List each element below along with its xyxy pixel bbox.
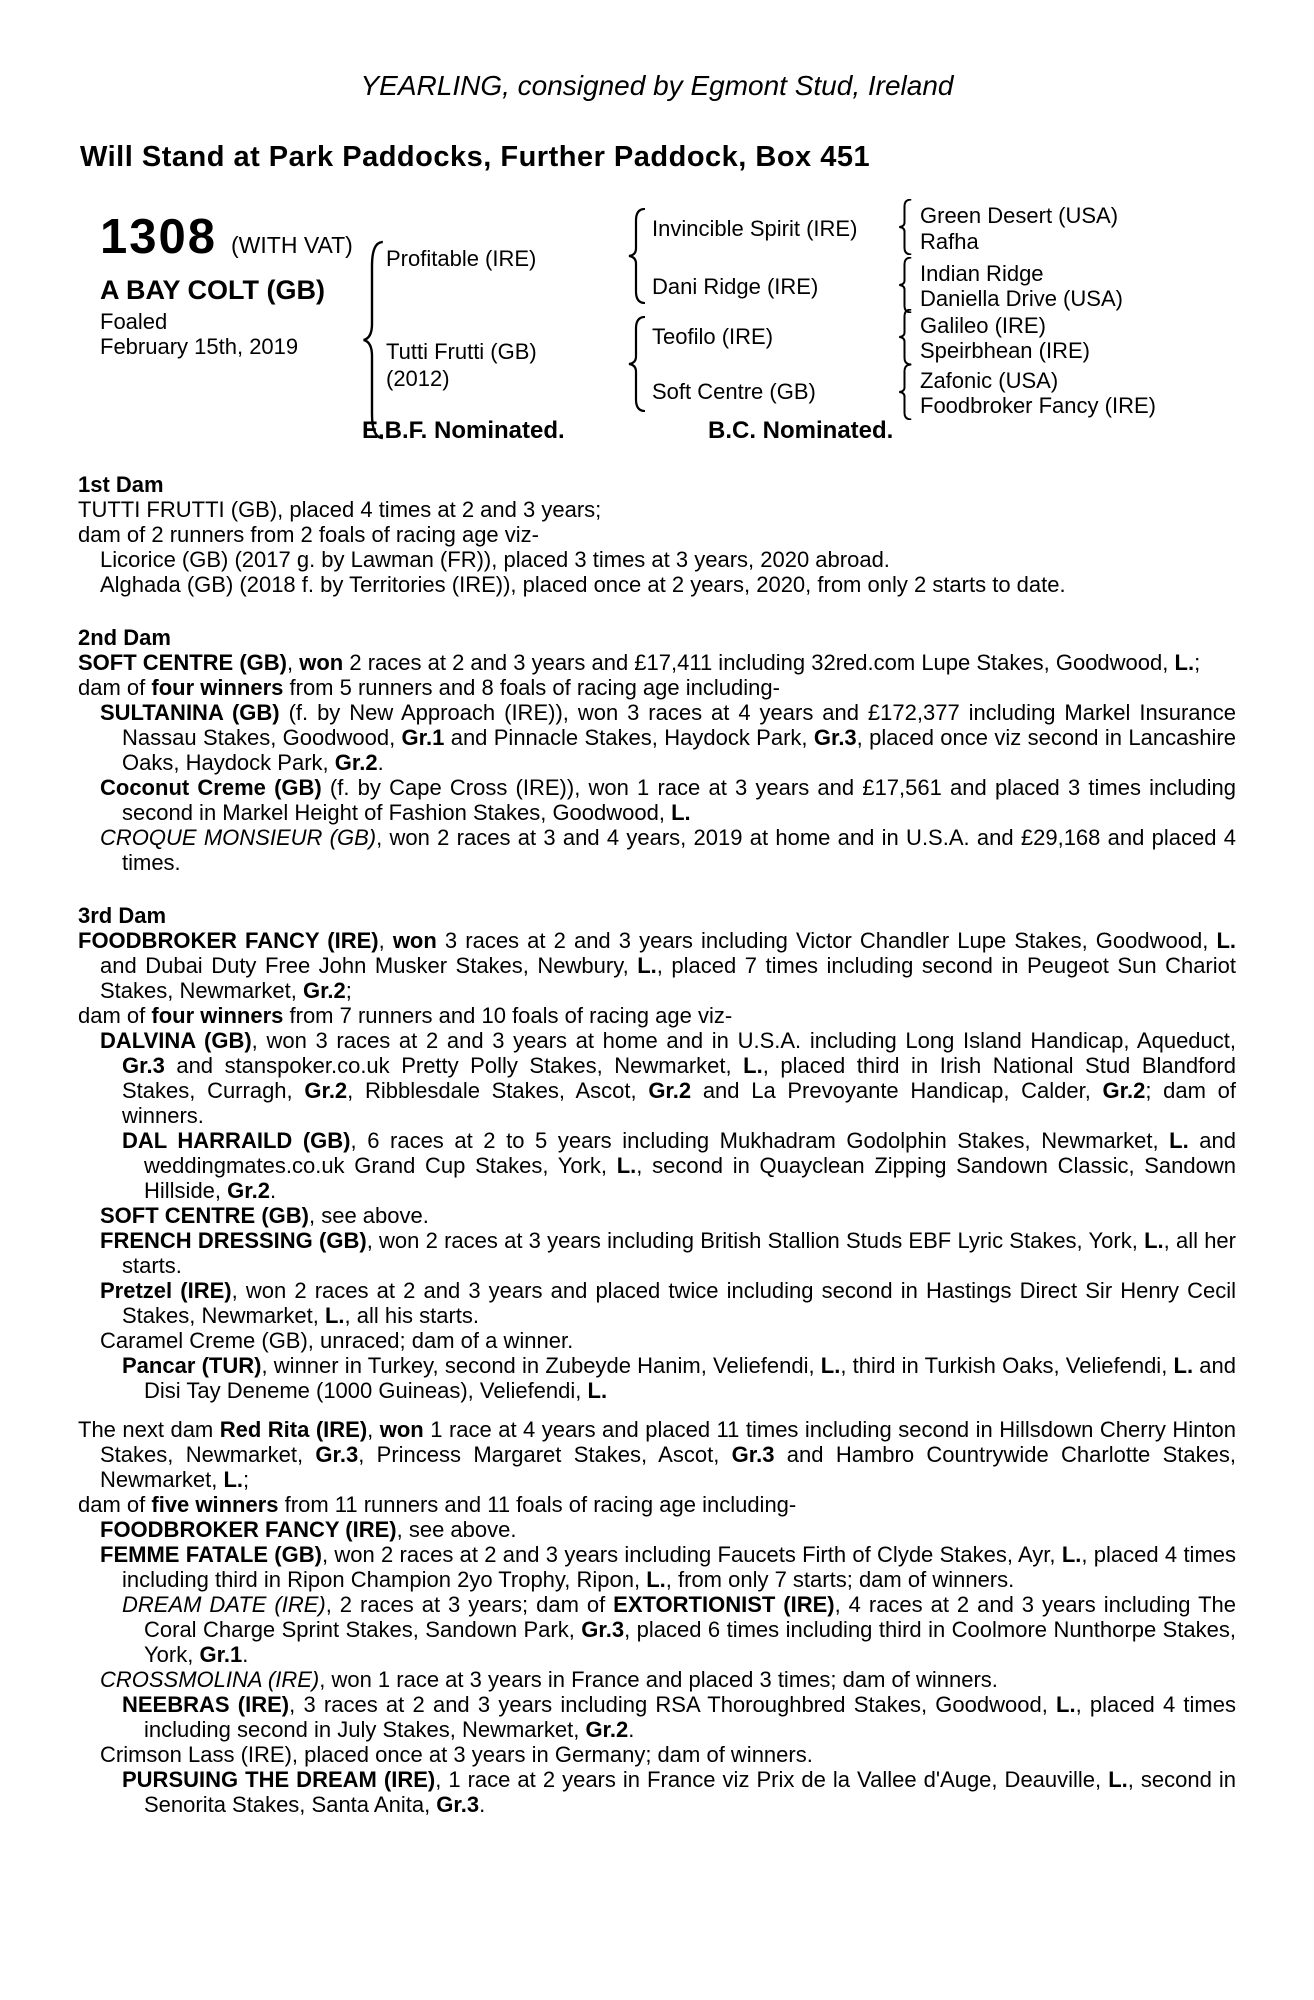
text-run: Licorice (GB) (2017 g. by Lawman (FR)), placed 3 times at 3 years, 2020 abroad.	[100, 547, 890, 572]
text-run: , Princess Margaret Stakes, Ascot,	[358, 1442, 732, 1467]
text-run: L.	[223, 1467, 244, 1492]
ebf-nominated-note: E.B.F. Nominated.	[362, 417, 565, 444]
catalog-paragraph	[78, 1028, 1236, 1128]
text-run: , 1 race at 2 years in France viz Prix de la Vallee d'Auge, Deauville,	[435, 1767, 1109, 1792]
catalog-paragraph	[78, 1278, 1236, 1328]
text-run: 1 race at 4 years and placed 11 times including second in Hillsdown Cherry Hinton Stakes, Newmarket,	[100, 1417, 1236, 1467]
text-run: FEMME FATALE (GB)	[100, 1542, 322, 1567]
text-run: FRENCH DRESSING (GB)	[100, 1228, 367, 1253]
text-run: .	[242, 1642, 249, 1667]
section-heading: 2nd Dam	[78, 625, 171, 650]
catalog-paragraph	[78, 700, 1236, 775]
catalog-paragraph	[78, 497, 1236, 522]
text-run: , third in Turkish Oaks, Veliefendi,	[840, 1353, 1174, 1378]
text-run: SOFT CENTRE (GB)	[78, 650, 287, 675]
gen3-name: Indian Ridge	[920, 261, 1044, 286]
text-run: .	[628, 1717, 635, 1742]
pedigree-brace-gen3-2	[897, 257, 912, 313]
text-run: FOODBROKER FANCY (IRE)	[78, 928, 379, 953]
text-run: dam of	[78, 675, 152, 700]
text-run: , see above.	[309, 1203, 429, 1228]
text-run: , 2 races at 3 years; dam of	[325, 1592, 614, 1617]
text-run: , placed 4 times including third in Ripon Champion 2yo Trophy, Ripon,	[122, 1542, 1237, 1592]
text-run: L.	[1173, 1353, 1194, 1378]
text-run: L.	[820, 1353, 841, 1378]
text-run: The next dam	[78, 1417, 220, 1442]
text-run: DAL HARRAILD (GB)	[122, 1128, 351, 1153]
text-run: Gr.1	[199, 1642, 243, 1667]
foaled-block	[100, 309, 298, 359]
section-heading: 3rd Dam	[78, 903, 167, 928]
text-run: , from only 7 starts; dam of winners.	[665, 1567, 1015, 1592]
text-run: .	[269, 1178, 277, 1203]
gen3-name: Speirbhean (IRE)	[920, 338, 1090, 363]
text-run: PURSUING THE DREAM (IRE)	[122, 1767, 436, 1792]
catalog-paragraph	[78, 675, 1236, 700]
catalog-paragraph	[78, 1542, 1236, 1592]
text-run: Coconut Creme (GB)	[100, 775, 322, 800]
dam-name: Tutti Frutti (GB)	[386, 339, 537, 364]
text-run: ; dam of winners.	[122, 1078, 1236, 1128]
catalog-paragraph	[78, 572, 1236, 597]
text-run: , see above.	[396, 1517, 517, 1542]
catalog-paragraph	[78, 1203, 1236, 1228]
text-run: EXTORTIONIST (IRE)	[613, 1592, 835, 1617]
text-run: dam of	[78, 1003, 152, 1028]
text-run: SOFT CENTRE (GB)	[100, 1203, 309, 1228]
catalog-paragraph	[78, 650, 1236, 675]
consignment-line: YEARLING, consigned by Egmont Stud, Ireland	[360, 70, 954, 101]
gen3-name: Rafha	[920, 229, 979, 254]
catalog-paragraph	[78, 547, 1236, 572]
text-run: 3 races at 2 and 3 years including Victor Chandler Lupe Stakes, Goodwood,	[436, 928, 1217, 953]
pedigree-brace-gen3-4	[897, 364, 912, 420]
text-run: and Hambro Countrywide Charlotte Stakes, Newmarket,	[100, 1442, 1236, 1492]
dam-section	[78, 1417, 1236, 1817]
text-run: , winner in Turkey, second in Zubeyde Hanim, Veliefendi,	[261, 1353, 821, 1378]
text-run: ,	[367, 1417, 380, 1442]
text-run: Red Rita (IRE)	[219, 1417, 368, 1442]
text-run: , 6 races at 2 to 5 years including Mukhadram Godolphin Stakes, Newmarket,	[350, 1128, 1170, 1153]
catalog-paragraph	[78, 1592, 1236, 1667]
text-run: Gr.3	[581, 1617, 625, 1642]
text-run: Gr.2	[334, 750, 378, 775]
text-run: L.	[637, 953, 657, 978]
text-run: (f. by Cape Cross (IRE)), won 1 race at 3 years and £17,561 and placed 3 times including second in Markel Height of Fashion Stakes, Goodwood,	[122, 775, 1236, 825]
gen3-name: Green Desert (USA)	[920, 203, 1119, 228]
text-run: TUTTI FRUTTI (GB), placed 4 times at 2 and 3 years;	[78, 497, 602, 522]
text-run: , won 2 races at 3 years including British Stallion Studs EBF Lyric Stakes, York,	[366, 1228, 1145, 1253]
text-run: ;	[243, 1467, 250, 1492]
text-run: , placed 7 times including second in Peugeot Sun Chariot Stakes, Newmarket,	[100, 953, 1236, 1003]
text-run: L.	[743, 1053, 763, 1078]
catalog-paragraph	[78, 1353, 1236, 1403]
dam-section	[78, 472, 1236, 597]
text-run: L.	[1061, 1542, 1082, 1567]
gen3-name: Galileo (IRE)	[920, 313, 1046, 338]
text-run: L.	[646, 1567, 666, 1592]
text-run: Gr.2	[648, 1078, 692, 1103]
text-run: CROQUE MONSIEUR (GB)	[100, 825, 377, 850]
text-run: L.	[1216, 928, 1236, 953]
text-run: Gr.1	[401, 725, 445, 750]
text-run: , placed once viz second in Lancashire Oaks, Haydock Park,	[122, 725, 1236, 775]
dam-year: (2012)	[386, 366, 450, 391]
text-run: from 7 runners and 10 foals of racing age viz-	[283, 1003, 733, 1028]
catalog-paragraph	[78, 1692, 1236, 1742]
catalog-paragraph	[78, 1417, 1236, 1492]
text-run: and Dubai Duty Free John Musker Stakes, Newbury,	[100, 953, 638, 978]
text-run: ;	[345, 978, 352, 1003]
text-run: L.	[1056, 1692, 1076, 1717]
text-run: L.	[1174, 650, 1195, 675]
catalog-paragraph	[78, 522, 1236, 547]
text-run: L.	[1108, 1767, 1128, 1792]
section-heading: 1st Dam	[78, 472, 164, 497]
text-run: Gr.3	[436, 1792, 480, 1817]
text-run: Gr.3	[731, 1442, 775, 1467]
text-run: .	[377, 750, 384, 775]
catalog-body	[78, 472, 1236, 1817]
text-run: ,	[287, 650, 300, 675]
text-run: from 11 runners and 11 foals of racing age including-	[278, 1492, 797, 1517]
text-run: Gr.2	[227, 1178, 270, 1203]
text-run: , won 2 races at 2 and 3 years and placed twice including second in Hastings Direct Sir Henry Cecil Stakes, Newmarket,	[122, 1278, 1236, 1328]
text-run: L.	[1169, 1128, 1189, 1153]
text-run: , all her starts.	[122, 1228, 1236, 1278]
text-run: Alghada (GB) (2018 f. by Territories (IRE)), placed once at 2 years, 2020, from only 2 starts to date.	[100, 572, 1066, 597]
catalog-paragraph	[78, 928, 1236, 1003]
text-run: , won 2 races at 2 and 3 years including Faucets Firth of Clyde Stakes, Ayr,	[321, 1542, 1062, 1567]
text-run: , second in Senorita Stakes, Santa Anita,	[144, 1767, 1236, 1817]
text-run: from 5 runners and 8 foals of racing age including-	[283, 675, 780, 700]
catalog-paragraph	[78, 825, 1236, 875]
text-run: , placed 6 times including third in Coolmore Nunthorpe Stakes, York,	[144, 1617, 1236, 1667]
text-run: and stanspoker.co.uk Pretty Polly Stakes, Newmarket,	[164, 1053, 744, 1078]
dam-section	[78, 903, 1236, 1403]
text-run: dam of	[78, 1492, 152, 1517]
text-run: DALVINA (GB)	[100, 1028, 252, 1053]
text-run: Gr.2	[304, 1078, 348, 1103]
text-run: NEEBRAS (IRE)	[122, 1692, 290, 1717]
pedigree-brace-gen3-1	[897, 199, 912, 255]
dam-section	[78, 625, 1236, 875]
text-run: won	[392, 928, 437, 953]
text-run: ;	[1194, 650, 1201, 675]
gen3-name: Daniella Drive (USA)	[920, 286, 1123, 311]
text-run: and Disi Tay Deneme (1000 Guineas), Veliefendi,	[144, 1353, 1237, 1403]
text-run: L.	[1144, 1228, 1164, 1253]
pedigree-brace-dam	[626, 316, 646, 412]
text-run: Gr.2	[585, 1717, 629, 1742]
text-run: , second in Quayclean Zipping Sandown Classic, Sandown Hillside,	[144, 1153, 1236, 1203]
text-run: DREAM DATE (IRE)	[122, 1592, 326, 1617]
dam-dam-name: Soft Centre (GB)	[652, 379, 816, 404]
text-run: and Pinnacle Stakes, Haydock Park,	[444, 725, 814, 750]
text-run: Pretzel (IRE)	[100, 1278, 232, 1303]
text-run: Pancar (TUR)	[122, 1353, 262, 1378]
text-run: Gr.2	[1102, 1078, 1146, 1103]
text-run: , placed 4 times including second in July Stakes, Newmarket,	[144, 1692, 1236, 1742]
text-run: four winners	[151, 1003, 284, 1028]
text-run: , 3 races at 2 and 3 years including RSA Thoroughbred Stakes, Goodwood,	[289, 1692, 1057, 1717]
text-run: won	[299, 650, 344, 675]
pedigree-brace-sire	[626, 208, 646, 304]
text-run: , placed third in Irish National Stud Blandford Stakes, Curragh,	[122, 1053, 1236, 1103]
text-run: , 4 races at 2 and 3 years including The Coral Charge Sprint Stakes, Sandown Park,	[144, 1592, 1237, 1642]
pedigree-brace-gen3-3	[897, 309, 912, 365]
catalog-paragraph	[78, 1003, 1236, 1028]
sire-dam-name: Dani Ridge (IRE)	[652, 274, 819, 299]
catalog-paragraph	[78, 1492, 1236, 1517]
sire-name: Profitable (IRE)	[386, 246, 537, 271]
gen3-name: Foodbroker Fancy (IRE)	[920, 393, 1156, 418]
text-run: (f. by New Approach (IRE)), won 3 races at 4 years and £172,377 including Markel Insurance Nassau Stakes, Goodwood,	[122, 700, 1236, 750]
catalog-paragraph	[78, 1742, 1236, 1767]
catalog-paragraph	[78, 1328, 1236, 1353]
foaled-date: February 15th, 2019	[100, 334, 299, 359]
catalog-paragraph	[78, 1767, 1236, 1817]
text-run: L.	[587, 1378, 608, 1403]
text-run: 2 races at 2 and 3 years and £17,411 including 32red.com Lupe Stakes, Goodwood,	[343, 650, 1175, 675]
text-run: L.	[616, 1153, 637, 1178]
lot-number: 1308	[100, 210, 218, 264]
text-run: Gr.2	[302, 978, 346, 1003]
catalog-paragraph	[78, 1667, 1236, 1692]
vat-note: (WITH VAT)	[231, 232, 353, 258]
catalog-paragraph	[78, 775, 1236, 825]
text-run: , won 2 races at 3 and 4 years, 2019 at home and in U.S.A. and £29,168 and placed 4 times.	[122, 825, 1237, 875]
text-run: CROSSMOLINA (IRE)	[100, 1667, 320, 1692]
text-run: , all his starts.	[344, 1303, 479, 1328]
text-run: , won 3 races at 2 and 3 years at home and in U.S.A. including Long Island Handicap, Aqueduct,	[251, 1028, 1236, 1053]
text-run: Caramel Creme (GB), unraced; dam of a winner.	[100, 1328, 574, 1353]
sire-sire-name: Invincible Spirit (IRE)	[652, 216, 858, 241]
catalog-paragraph	[78, 1228, 1236, 1278]
text-run: .	[479, 1792, 486, 1817]
text-run: Gr.3	[813, 725, 857, 750]
text-run: and weddingmates.co.uk Grand Cup Stakes, York,	[144, 1128, 1236, 1178]
catalog-paragraph	[78, 1128, 1236, 1203]
text-run: L.	[324, 1303, 345, 1328]
lot-row	[100, 210, 353, 264]
text-run: , Ribblesdale Stakes, Ascot,	[347, 1078, 649, 1103]
text-run: FOODBROKER FANCY (IRE)	[100, 1517, 397, 1542]
stand-location-line: Will Stand at Park Paddocks, Further Paddock, Box 451	[80, 141, 871, 173]
text-run: Gr.3	[315, 1442, 359, 1467]
text-run: dam of 2 runners from 2 foals of racing age viz-	[78, 522, 539, 547]
text-run: ,	[378, 928, 393, 953]
text-run: , won 1 race at 3 years in France and placed 3 times; dam of winners.	[319, 1667, 998, 1692]
gen3-name: Zafonic (USA)	[920, 368, 1059, 393]
text-run: four winners	[151, 675, 284, 700]
text-run: and La Prevoyante Handicap, Calder,	[691, 1078, 1103, 1103]
text-run: Crimson Lass (IRE), placed once at 3 years in Germany; dam of winners.	[100, 1742, 813, 1767]
horse-description: A BAY COLT (GB)	[100, 275, 326, 305]
bc-nominated-note: B.C. Nominated.	[708, 417, 894, 444]
pedigree-brace-gen1	[360, 240, 384, 440]
dam-sire-name: Teofilo (IRE)	[652, 324, 774, 349]
foaled-label: Foaled	[100, 309, 168, 334]
catalog-paragraph	[78, 1517, 1236, 1542]
text-run: SULTANINA (GB)	[100, 700, 280, 725]
text-run: won	[379, 1417, 424, 1442]
text-run: five winners	[151, 1492, 279, 1517]
text-run: Gr.3	[122, 1053, 165, 1078]
text-run: L.	[671, 800, 691, 825]
